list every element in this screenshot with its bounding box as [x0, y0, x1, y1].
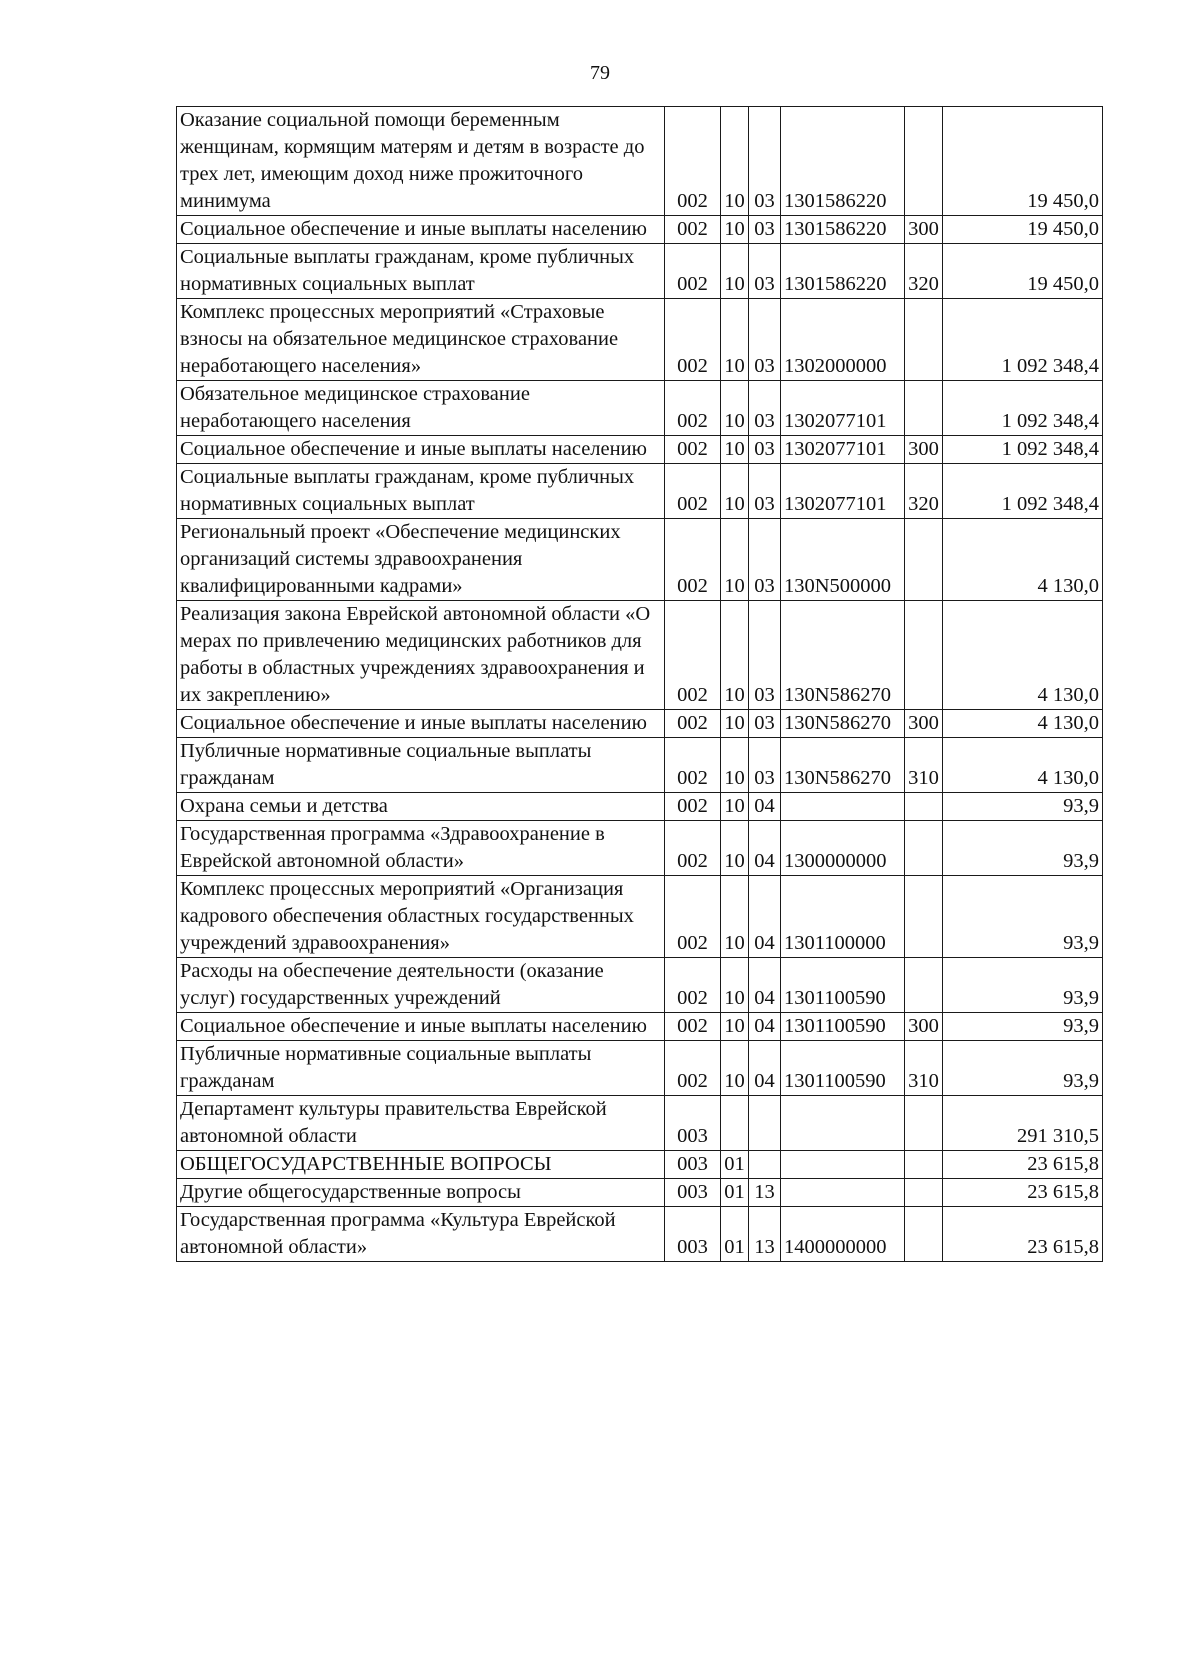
row-target-article-code: 1302077101: [781, 464, 905, 519]
row-section-code: 10: [721, 876, 749, 958]
row-amount: 93,9: [943, 793, 1103, 821]
row-expense-type-code: 300: [905, 216, 943, 244]
row-section-code: 10: [721, 958, 749, 1013]
row-subsection-code: 03: [749, 738, 781, 793]
row-target-article-code: 1301586220: [781, 244, 905, 299]
row-grbs-code: 002: [665, 821, 721, 876]
table-row: [177, 244, 1103, 299]
row-amount: 93,9: [943, 1013, 1103, 1041]
table-row: [177, 958, 1103, 1013]
row-grbs-code: 002: [665, 299, 721, 381]
page-number: 79: [590, 62, 610, 84]
row-grbs-code: 002: [665, 436, 721, 464]
row-expense-type-code: [905, 958, 943, 1013]
row-section-code: 10: [721, 1041, 749, 1096]
table-row: [177, 738, 1103, 793]
row-target-article-code: [781, 1151, 905, 1179]
row-expense-type-code: 320: [905, 464, 943, 519]
row-amount: 291 310,5: [943, 1096, 1103, 1151]
row-expense-type-code: [905, 381, 943, 436]
row-amount: 93,9: [943, 958, 1103, 1013]
row-amount: 19 450,0: [943, 244, 1103, 299]
row-target-article-code: 1300000000: [781, 821, 905, 876]
row-grbs-code: 002: [665, 464, 721, 519]
row-subsection-code: 03: [749, 464, 781, 519]
row-section-code: 10: [721, 821, 749, 876]
row-name: Реализация закона Еврейской автономной области «О мерах по привлечению медицинских работников для работы в областных учреждениях здравоохранения и их закреплению»: [177, 601, 665, 710]
row-name: Региональный проект «Обеспечение медицинских организаций системы здравоохранения квалифицированными кадрами»: [177, 519, 665, 601]
row-grbs-code: 002: [665, 793, 721, 821]
row-expense-type-code: 310: [905, 738, 943, 793]
row-section-code: 01: [721, 1151, 749, 1179]
row-grbs-code: 002: [665, 958, 721, 1013]
row-section-code: 10: [721, 464, 749, 519]
row-expense-type-code: 300: [905, 1013, 943, 1041]
row-amount: 1 092 348,4: [943, 299, 1103, 381]
row-amount: 1 092 348,4: [943, 464, 1103, 519]
row-expense-type-code: [905, 519, 943, 601]
row-name: Социальное обеспечение и иные выплаты населению: [177, 436, 665, 464]
row-section-code: 10: [721, 710, 749, 738]
table-row: [177, 1013, 1103, 1041]
row-target-article-code: 1400000000: [781, 1207, 905, 1262]
row-name: Социальное обеспечение и иные выплаты населению: [177, 216, 665, 244]
row-section-code: 10: [721, 299, 749, 381]
row-section-code: 10: [721, 436, 749, 464]
row-amount: 19 450,0: [943, 216, 1103, 244]
row-section-code: 10: [721, 244, 749, 299]
row-amount: 93,9: [943, 876, 1103, 958]
table-row: [177, 381, 1103, 436]
row-name: Расходы на обеспечение деятельности (оказание услуг) государственных учреждений: [177, 958, 665, 1013]
row-expense-type-code: [905, 1096, 943, 1151]
row-target-article-code: 1301586220: [781, 107, 905, 216]
row-expense-type-code: [905, 1179, 943, 1207]
row-name: Комплекс процессных мероприятий «Страховые взносы на обязательное медицинское страхование неработающего населения»: [177, 299, 665, 381]
row-amount: 1 092 348,4: [943, 436, 1103, 464]
table-row: [177, 1041, 1103, 1096]
row-name: Комплекс процессных мероприятий «Организация кадрового обеспечения областных государственных учреждений здравоохранения»: [177, 876, 665, 958]
row-section-code: 10: [721, 216, 749, 244]
table-row: [177, 107, 1103, 216]
table-row: [177, 793, 1103, 821]
row-section-code: 10: [721, 381, 749, 436]
row-expense-type-code: [905, 1207, 943, 1262]
row-name: Другие общегосударственные вопросы: [177, 1179, 665, 1207]
row-name: Оказание социальной помощи беременным женщинам, кормящим матерям и детям в возрасте до трех лет, имеющим доход ниже прожиточного минимума: [177, 107, 665, 216]
row-amount: 23 615,8: [943, 1179, 1103, 1207]
table-row: [177, 710, 1103, 738]
row-section-code: 10: [721, 601, 749, 710]
row-amount: 4 130,0: [943, 710, 1103, 738]
row-name: Департамент культуры правительства Еврейской автономной области: [177, 1096, 665, 1151]
row-grbs-code: 002: [665, 519, 721, 601]
row-amount: 4 130,0: [943, 601, 1103, 710]
row-subsection-code: 03: [749, 381, 781, 436]
row-target-article-code: [781, 1179, 905, 1207]
row-grbs-code: 002: [665, 1041, 721, 1096]
row-target-article-code: 130N586270: [781, 601, 905, 710]
row-subsection-code: 04: [749, 958, 781, 1013]
row-target-article-code: 1302000000: [781, 299, 905, 381]
row-expense-type-code: [905, 821, 943, 876]
row-expense-type-code: [905, 601, 943, 710]
row-section-code: [721, 1096, 749, 1151]
table-row: [177, 1179, 1103, 1207]
row-amount: 23 615,8: [943, 1207, 1103, 1262]
row-subsection-code: 03: [749, 216, 781, 244]
row-target-article-code: 1302077101: [781, 436, 905, 464]
row-subsection-code: 03: [749, 244, 781, 299]
row-target-article-code: 1301100590: [781, 958, 905, 1013]
row-expense-type-code: [905, 1151, 943, 1179]
row-grbs-code: 002: [665, 216, 721, 244]
row-target-article-code: 1301100000: [781, 876, 905, 958]
row-amount: 4 130,0: [943, 738, 1103, 793]
row-grbs-code: 002: [665, 244, 721, 299]
row-expense-type-code: [905, 299, 943, 381]
row-name: Публичные нормативные социальные выплаты гражданам: [177, 738, 665, 793]
row-subsection-code: 13: [749, 1207, 781, 1262]
table-row: [177, 216, 1103, 244]
row-section-code: 10: [721, 107, 749, 216]
row-target-article-code: [781, 1096, 905, 1151]
row-amount: 93,9: [943, 821, 1103, 876]
row-grbs-code: 002: [665, 107, 721, 216]
row-subsection-code: [749, 1096, 781, 1151]
row-name: Обязательное медицинское страхование неработающего населения: [177, 381, 665, 436]
row-subsection-code: 03: [749, 436, 781, 464]
row-grbs-code: 002: [665, 381, 721, 436]
row-section-code: 10: [721, 793, 749, 821]
row-name: Охрана семьи и детства: [177, 793, 665, 821]
row-grbs-code: 002: [665, 738, 721, 793]
row-name: Социальное обеспечение и иные выплаты населению: [177, 1013, 665, 1041]
table-row: [177, 1207, 1103, 1262]
row-name: Публичные нормативные социальные выплаты гражданам: [177, 1041, 665, 1096]
row-subsection-code: 03: [749, 299, 781, 381]
row-name: Государственная программа «Культура Еврейской автономной области»: [177, 1207, 665, 1262]
row-expense-type-code: [905, 107, 943, 216]
row-subsection-code: 04: [749, 821, 781, 876]
row-name: Государственная программа «Здравоохранение в Еврейской автономной области»: [177, 821, 665, 876]
row-name: Социальные выплаты гражданам, кроме публичных нормативных социальных выплат: [177, 244, 665, 299]
budget-table: [176, 106, 1103, 1262]
row-grbs-code: 003: [665, 1207, 721, 1262]
row-subsection-code: 04: [749, 793, 781, 821]
table-row: [177, 876, 1103, 958]
row-amount: 19 450,0: [943, 107, 1103, 216]
row-expense-type-code: 310: [905, 1041, 943, 1096]
row-target-article-code: 1301586220: [781, 216, 905, 244]
row-grbs-code: 002: [665, 1013, 721, 1041]
row-subsection-code: 04: [749, 1013, 781, 1041]
row-amount: 1 092 348,4: [943, 381, 1103, 436]
row-subsection-code: 03: [749, 519, 781, 601]
row-target-article-code: [781, 793, 905, 821]
table-row: [177, 1151, 1103, 1179]
row-grbs-code: 003: [665, 1151, 721, 1179]
row-subsection-code: 04: [749, 1041, 781, 1096]
table-row: [177, 821, 1103, 876]
table-body: [177, 107, 1103, 1262]
row-name: Социальное обеспечение и иные выплаты населению: [177, 710, 665, 738]
row-expense-type-code: 300: [905, 710, 943, 738]
row-subsection-code: 04: [749, 876, 781, 958]
row-target-article-code: 130N586270: [781, 738, 905, 793]
row-target-article-code: 1301100590: [781, 1041, 905, 1096]
row-expense-type-code: [905, 793, 943, 821]
row-amount: 4 130,0: [943, 519, 1103, 601]
row-subsection-code: 03: [749, 710, 781, 738]
row-section-code: 10: [721, 738, 749, 793]
table-row: [177, 519, 1103, 601]
row-grbs-code: 002: [665, 876, 721, 958]
row-name: Социальные выплаты гражданам, кроме публичных нормативных социальных выплат: [177, 464, 665, 519]
row-name: ОБЩЕГОСУДАРСТВЕННЫЕ ВОПРОСЫ: [177, 1151, 665, 1179]
row-section-code: 10: [721, 1013, 749, 1041]
row-subsection-code: 13: [749, 1179, 781, 1207]
row-grbs-code: 002: [665, 710, 721, 738]
row-target-article-code: 130N586270: [781, 710, 905, 738]
row-section-code: 01: [721, 1207, 749, 1262]
table-row: [177, 299, 1103, 381]
row-expense-type-code: 320: [905, 244, 943, 299]
row-section-code: 10: [721, 519, 749, 601]
row-expense-type-code: [905, 876, 943, 958]
table-row: [177, 436, 1103, 464]
row-target-article-code: 130N500000: [781, 519, 905, 601]
table-row: [177, 464, 1103, 519]
row-amount: 23 615,8: [943, 1151, 1103, 1179]
row-grbs-code: 003: [665, 1179, 721, 1207]
row-amount: 93,9: [943, 1041, 1103, 1096]
row-subsection-code: 03: [749, 601, 781, 710]
row-expense-type-code: 300: [905, 436, 943, 464]
table-row: [177, 1096, 1103, 1151]
row-section-code: 01: [721, 1179, 749, 1207]
row-subsection-code: 03: [749, 107, 781, 216]
row-target-article-code: 1302077101: [781, 381, 905, 436]
row-target-article-code: 1301100590: [781, 1013, 905, 1041]
row-subsection-code: [749, 1151, 781, 1179]
row-grbs-code: 002: [665, 601, 721, 710]
row-grbs-code: 003: [665, 1096, 721, 1151]
table-row: [177, 601, 1103, 710]
